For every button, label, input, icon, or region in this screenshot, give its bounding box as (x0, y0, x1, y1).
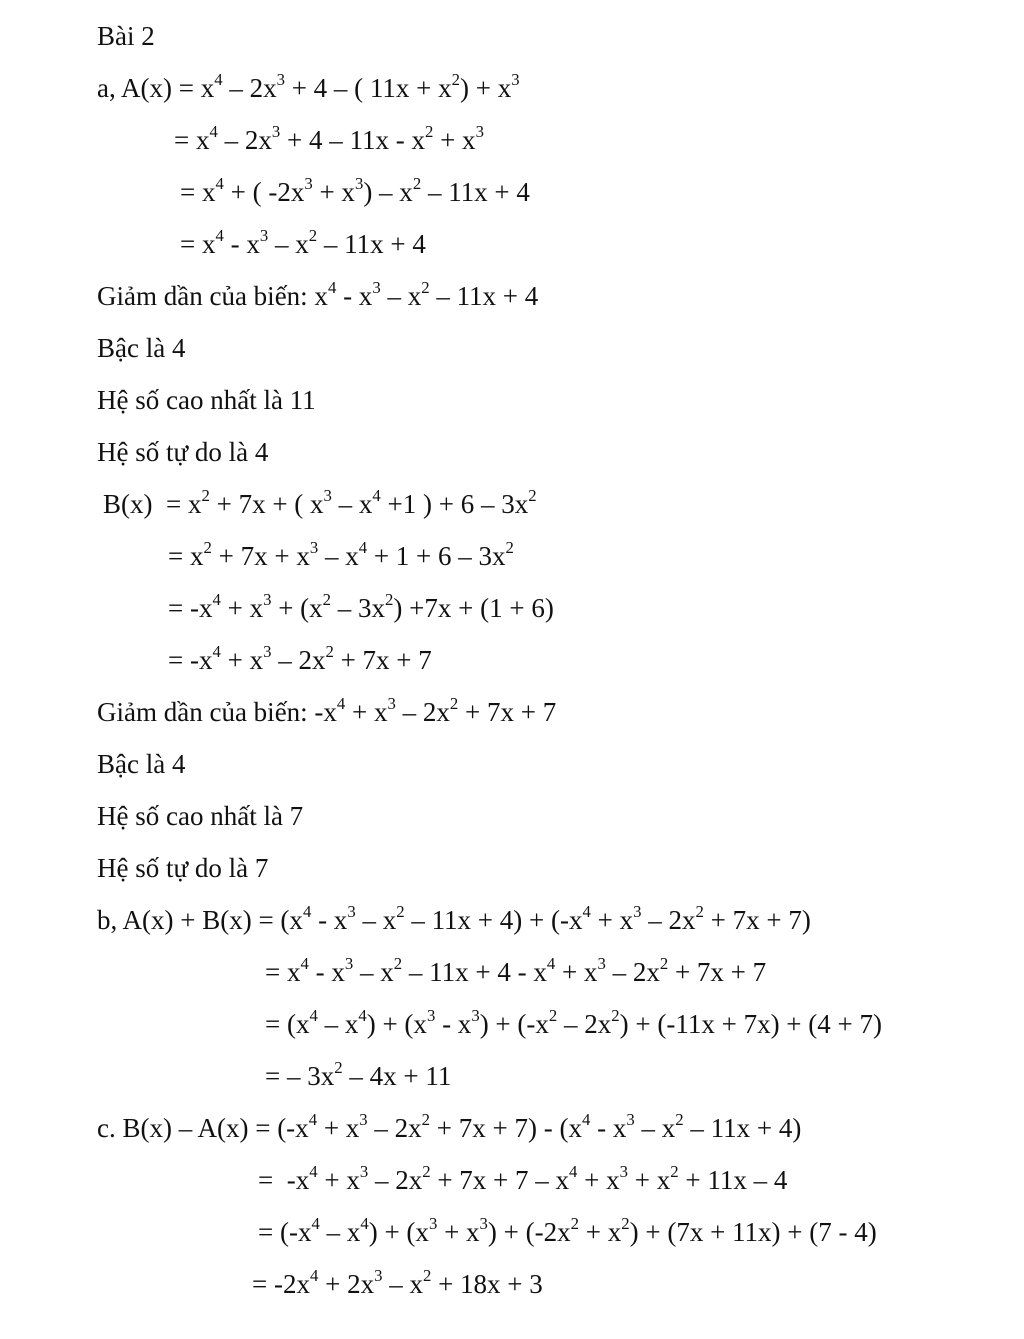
exponent: 4 (309, 1265, 319, 1285)
exponent: 2 (451, 69, 461, 89)
exponent: 2 (505, 537, 514, 557)
exponent: 4 (215, 225, 224, 245)
exponent: 2 (424, 121, 434, 141)
exponent: 3 (511, 69, 520, 89)
part-a-leading-coefficient: Hệ số cao nhất là 11 (97, 385, 316, 415)
exponent: 2 (675, 1109, 684, 1129)
exponent: 3 (259, 225, 269, 245)
exponent: 4 (360, 1213, 369, 1233)
exponent: 4 (300, 953, 309, 973)
part-b-poly-line: = $x^2 + 7x + x^3 - x^4 + 1 + 6 - 3x^2$ (168, 537, 514, 571)
exponent: 4 (327, 277, 337, 297)
exponent: 3 (354, 173, 364, 193)
exponent: 2 (670, 1161, 679, 1181)
sum-line: = $(x^4 - x^4) + (x^3 - x^3) + (-x^2 - 2x^2) + (-11x + 7x) + (4 + 7)$ (265, 1005, 882, 1039)
exponent: 2 (422, 1161, 431, 1181)
part-b-leading-coefficient: Hệ số cao nhất là 7 (97, 801, 304, 831)
exponent: 2 (203, 537, 212, 557)
exponent: 3 (323, 485, 332, 505)
part-b-poly-line: = $-x^4 + x^3 + (x^2 - 3x^2) +7x + (1 + 6)$ (168, 589, 554, 623)
exponent: 2 (570, 1213, 579, 1233)
exponent: 4 (581, 1109, 591, 1129)
exponent: 4 (212, 589, 221, 609)
exponent: 3 (359, 1109, 368, 1129)
exponent: 3 (597, 953, 606, 973)
part-b-ordering: Giảm dần của biến: $-x^4 + x^3 - 2x^2 + 7x + 7$ (97, 693, 557, 727)
exponent: 2 (421, 1109, 431, 1129)
exponent: 4 (358, 537, 368, 557)
part-b-degree: Bậc là 4 (97, 749, 186, 779)
exponent: 2 (385, 589, 394, 609)
exponent: 3 (263, 641, 272, 661)
exponent: 3 (309, 537, 319, 557)
difference-result: = $-2x^4 + 2x^3 - x^2 + 18x + 3$ (252, 1265, 543, 1299)
part-b-poly-line: = $-x^4 + x^3 - 2x^2 + 7x + 7$ (168, 641, 432, 675)
exponent: 2 (325, 641, 334, 661)
exponent: 3 (475, 121, 484, 141)
exponent: 3 (344, 953, 354, 973)
sum-result: = – $3x^2 - 4x + 11$ (265, 1057, 452, 1091)
exponent: 4 (309, 1161, 318, 1181)
exponent: 3 (304, 173, 313, 193)
exponent: 3 (479, 1213, 488, 1233)
exponent: 4 (311, 1213, 320, 1233)
exponent: 2 (528, 485, 537, 505)
difference-line: c. $B(x) - A(x) = (-x^4 + x^3 - 2x^2 + 7x + 7) - (x^4 - x^3 - x^2 - 11x + 4)$ (97, 1109, 802, 1143)
exponent: 4 (358, 1005, 367, 1025)
part-a-line: = $x^4$ + ( $-2x^3 + x^3) - x^2 - 11x + 4$ (180, 173, 530, 207)
exponent: 3 (428, 1213, 438, 1233)
exponent: 3 (626, 1109, 635, 1129)
exponent: 2 (611, 1005, 620, 1025)
exponent: 2 (548, 1005, 558, 1025)
exponent: 2 (421, 277, 430, 297)
exponent: 2 (659, 953, 669, 973)
exponent: 4 (336, 693, 346, 713)
part-a-line: a, $A(x) = x^4 - 2x^3 + 4$ – ( $11x + x^2) + x^3$ (97, 69, 520, 103)
exponent: 4 (569, 1161, 578, 1181)
exponent: 3 (471, 1005, 480, 1025)
exercise-title: Bài 2 (97, 21, 155, 51)
exponent: 3 (374, 1265, 383, 1285)
exponent: 3 (271, 121, 281, 141)
exponent: 2 (412, 173, 422, 193)
exponent: 2 (621, 1213, 630, 1233)
part-a-degree: Bậc là 4 (97, 333, 186, 363)
exponent: 4 (372, 485, 381, 505)
part-a-line: = $x^4 - x^3 - x^2 - 11x + 4$ (180, 225, 426, 259)
exponent: 4 (302, 901, 312, 921)
exponent: 3 (263, 589, 272, 609)
exponent: 4 (546, 953, 556, 973)
exponent: 3 (619, 1161, 629, 1181)
exponent: 4 (212, 641, 221, 661)
exponent: 3 (633, 901, 642, 921)
exponent: 3 (347, 901, 356, 921)
part-a-line: = $x^4 - 2x^3 + 4 - 11x - x^2 + x^3$ (174, 121, 484, 155)
exponent: 4 (582, 901, 591, 921)
exponent: 4 (308, 1109, 318, 1129)
part-b-poly-line: $B(x) = x^2 + 7x$ + ( $x^3 - x^4 +1$ ) + $6 - 3x^2$ (103, 485, 537, 519)
exponent: 2 (393, 953, 403, 973)
exponent: 2 (695, 901, 704, 921)
exponent: 4 (309, 1005, 318, 1025)
sum-line: = $x^4 - x^3 - x^2 - 11x + 4 - x^4 + x^3 - 2x^2 + 7x + 7$ (265, 953, 767, 987)
exponent: 3 (426, 1005, 436, 1025)
exponent: 2 (308, 225, 318, 245)
exponent: 2 (449, 693, 459, 713)
part-a-ordering: Giảm dần của biến: $x^4 - x^3 - x^2 - 11x + 4$ (97, 277, 539, 311)
exponent: 4 (214, 69, 223, 89)
difference-line: = $(-x^4 - x^4) + (x^3 + x^3) + (-2x^2 + x^2) + (7x + 11x) + (7 - 4)$ (258, 1213, 877, 1247)
exponent: 2 (396, 901, 405, 921)
exponent: 2 (201, 485, 210, 505)
exponent: 3 (359, 1161, 369, 1181)
exponent: 3 (372, 277, 381, 297)
exponent: 4 (209, 121, 218, 141)
part-a-constant-term: Hệ số tự do là 4 (97, 437, 269, 467)
exponent: 2 (334, 1057, 343, 1077)
sum-line: b, $A(x) + B(x) = (x^4 - x^3 - x^2 - 11x + 4) + (-x^4 + x^3 - 2x^2 + 7x + 7)$ (97, 901, 811, 935)
exponent: 2 (322, 589, 332, 609)
exponent: 3 (387, 693, 396, 713)
part-b-constant-term: Hệ số tự do là 7 (97, 853, 269, 883)
difference-line: = $-x^4 + x^3 - 2x^2 + 7x + 7 - x^4 + x^3 + x^2 + 11x - 4$ (258, 1161, 788, 1195)
exponent: 2 (422, 1265, 432, 1285)
exponent: 4 (215, 173, 224, 193)
exponent: 3 (276, 69, 285, 89)
